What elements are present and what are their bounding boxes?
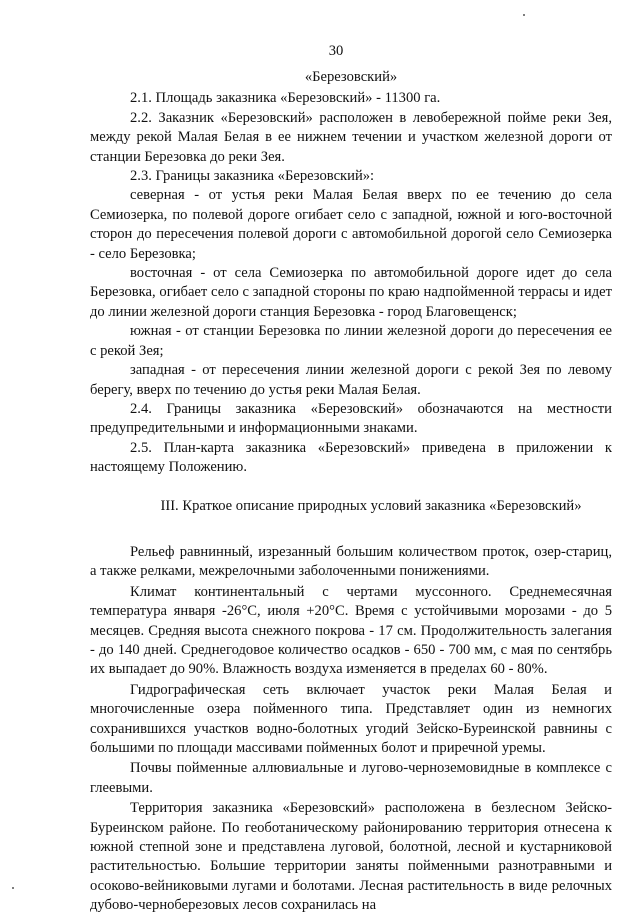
scan-speck: [12, 887, 14, 889]
reserve-title: «Березовский»: [304, 69, 398, 85]
boundary-south: южная - от станции Березовка по линии железной дороги до пересечения ее с рекой Зея;: [90, 323, 612, 359]
boundary-west: западная - от пересечения линии железной дороги с рекой Зея по левому берегу, вверх по течению до устья реки Малая Белая.: [90, 362, 612, 398]
page-number: 30: [328, 43, 344, 59]
desc-relief: Рельеф равнинный, изрезанный большим количеством проток, озер-стариц, а также релками, межрелочными заболоченными понижениями.: [90, 543, 612, 580]
document-body: [90, 68, 612, 917]
clause-area: 2.1. Площадь заказника «Березовский» - 11300 га.: [130, 90, 441, 107]
boundary-east: восточная - от села Семиозерка по автомобильной дороге идет до села Березовка, огибает село с западной стороны по краю надпойменной террасы и идет до линии железной дороги станция Березовка - город Благовещенск;: [90, 265, 612, 320]
desc-hydrography: Гидрографическая сеть включает участок реки Малая Белая и многочисленные озера пойменного типа. Представляет один из немногих сохранившихся участков водно-болотных угодий Зейско-Буреинской равнины с большими по площади массивами пойменных болот и приречной уремы.: [90, 681, 612, 756]
clause-signs: 2.4. Границы заказника «Березовский» обозначаются на местности предупредительными и информационными знаками.: [90, 400, 612, 437]
desc-climate: Климат континентальный с чертами муссонного. Среднемесячная температура января -26°С, июля +20°С. Время с устойчивыми морозами - до 5 месяцев. Средняя высота снежного покрова - 17 см. Продолжительность залегания - до 140 дней. Среднегодовое количество осадков - 650 - 700 мм, с мая по сентябрь их выпадает до 90%. Влажность воздуха изменяется в пределах 60 - 80%.: [90, 583, 612, 678]
boundary-north: северная - от устья реки Малая Белая вверх по ее течению до села Семиозерка, по полевой дороге огибает село с западной, южной и юго-восточной сторон до пересечения полевой дороги с автомобильной дорогой село Семиозерка - село Березовка;: [90, 187, 612, 262]
clause-boundaries-heading: 2.3. Границы заказника «Березовский»:: [130, 168, 375, 185]
clause-map: 2.5. План-карта заказника «Березовский» приведена в приложении к настоящему Положению.: [90, 439, 612, 476]
clauses-section: [90, 89, 612, 477]
section-title: III. Краткое описание природных условий заказника «Березовский»: [160, 497, 582, 514]
scan-speck: [523, 14, 525, 16]
desc-soils: Почвы пойменные аллювиальные и лугово-черноземовидные в комплексе с глеевыми.: [90, 760, 612, 796]
description-section: [90, 543, 612, 916]
desc-vegetation: Территория заказника «Березовский» расположена в безлесном Зейско-Буреинском районе. По геоботаническому районированию территория отнесена к южной степной зоне и представлена луговой, болотной, лесной и кустарниковой растительностью. Большие территории заняты пойменными разнотравными и осоково-вейниковыми лугами и болотами. Лесная растительность в виде релочных дубово-черноберезовых лесов сохранилась на: [90, 800, 612, 914]
clause-location: 2.2. Заказник «Березовский» расположен в левобережной пойме реки Зея, между рекой Малая Белая в ее нижнем течении и участком железной дороги от станции Березовка до реки Зея.: [90, 109, 612, 165]
